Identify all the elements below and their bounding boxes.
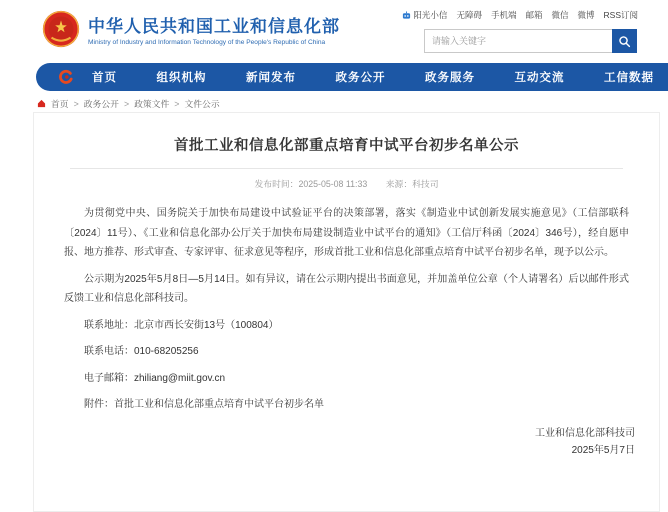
link-rss[interactable]: RSS订阅 [603, 10, 638, 20]
brand-text [88, 12, 340, 46]
breadcrumb [37, 97, 220, 110]
contact-phone: 联系电话：010-68205256 [84, 346, 199, 357]
search-input[interactable] [424, 29, 612, 53]
link-label: 阳光小信 [413, 10, 448, 20]
link-mail[interactable]: 邮箱 [525, 10, 543, 20]
search-icon [618, 35, 631, 48]
article-card [33, 112, 660, 512]
utility-links [402, 9, 638, 21]
paragraph-intro: 为贯彻党中央、国务院关于加快布局建设中试验证平台的决策部署，落实《制造业中试创新发展实施意见》（工信部联科〔2024〕11号）、《工业和信息化部办公厅关于加快布局建设制造业中试平台的通知》（工信厅科函〔2024〕346号），经自愿申报、地方推荐、形式审查、专家评审、征求意见等程序，形成首批工业和信息化部重点培育中试平台初步名单，现予以公示。 [64, 208, 629, 258]
nav-items [92, 69, 654, 85]
home-icon [37, 99, 46, 108]
contact-address: 联系地址：北京市西长安街13号（100804） [84, 319, 279, 331]
article-body [64, 204, 629, 415]
nav-item-data[interactable]: 工信数据 [604, 72, 654, 84]
contact-email: 电子邮箱：zhiliang@miit.gov.cn [84, 372, 226, 384]
nav-item-interaction[interactable]: 互动交流 [514, 72, 565, 84]
nav-item-news[interactable]: 新闻发布 [246, 72, 296, 84]
publish-time: 发布时间：2025-05-08 11:33 [254, 179, 368, 189]
nav-item-organization[interactable]: 组织机构 [156, 72, 207, 84]
breadcrumb-policy-documents[interactable]: 政策文件 [134, 99, 170, 109]
site-header [0, 0, 668, 60]
attachment-link[interactable]: 首批工业和信息化部重点培育中试平台初步名单 [114, 399, 324, 410]
breadcrumb-gov-disclosure[interactable]: 政务公开 [83, 99, 119, 109]
attachment-line [64, 395, 629, 415]
miit-logo-icon [58, 69, 74, 85]
breadcrumb-separator: > [73, 98, 79, 109]
nav-item-gov-disclosure[interactable]: 政务公开 [335, 72, 386, 84]
link-wechat[interactable]: 微信 [551, 10, 569, 20]
link-accessibility[interactable]: 无障碍 [456, 10, 482, 20]
main-nav [36, 63, 668, 91]
site-logo[interactable] [42, 10, 340, 48]
nav-item-gov-services[interactable]: 政务服务 [425, 72, 475, 84]
title-divider [70, 168, 623, 169]
search-button[interactable] [612, 29, 637, 53]
link-weibo[interactable]: 微博 [577, 10, 595, 20]
signature-block [34, 425, 635, 459]
article-meta [34, 177, 659, 190]
site-title: 中华人民共和国工业和信息化部 [88, 17, 340, 36]
nav-item-home[interactable]: 首页 [92, 72, 117, 84]
breadcrumb-home[interactable]: 首页 [51, 99, 69, 109]
link-mobile[interactable]: 手机端 [490, 10, 517, 20]
search-bar [424, 29, 637, 53]
link-xiaoxin[interactable] [402, 9, 447, 21]
signature-date: 2025年5月7日 [571, 445, 635, 456]
signature-org: 工业和信息化部科技司 [535, 428, 635, 439]
article-title: 首批工业和信息化部重点培育中试平台初步名单公示 [174, 138, 519, 154]
site-title-en: Ministry of Industry and Information Technology of the People's Republic of China [88, 39, 326, 46]
breadcrumb-separator: > [123, 98, 130, 109]
robot-icon [402, 11, 411, 20]
breadcrumb-document-publicity[interactable]: 文件公示 [184, 99, 220, 109]
breadcrumb-separator: > [174, 98, 180, 109]
source: 来源：科技司 [385, 179, 439, 189]
national-emblem-icon [42, 10, 80, 48]
attachment-label: 附件： [84, 399, 114, 410]
paragraph-publicity-period: 公示期为2025年5月8日—5月14日。如有异议，请在公示期内提出书面意见，并加盖单位公章（个人请署名）后以邮件形式反馈工业和信息化部科技司。 [64, 273, 629, 304]
